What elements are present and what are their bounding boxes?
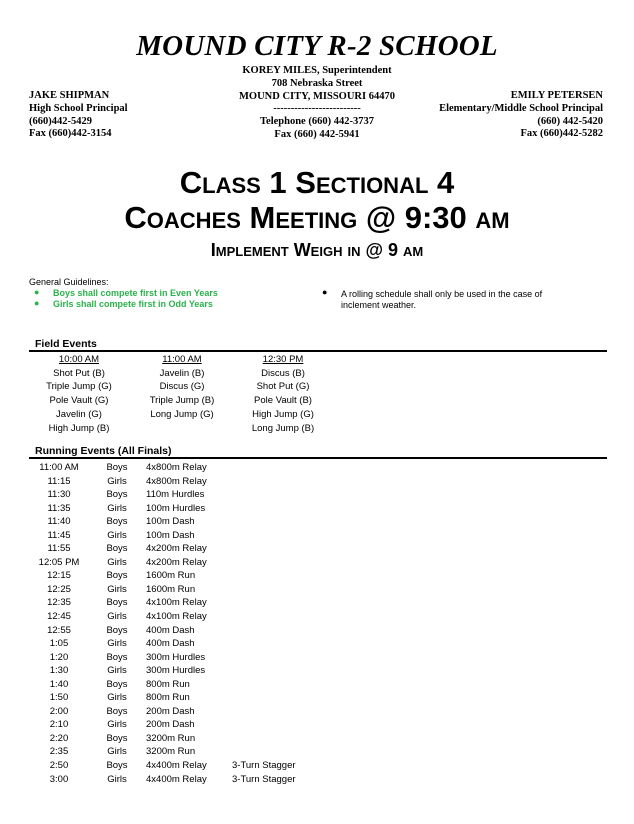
general-guidelines: [29, 277, 109, 288]
event-time: 2:50: [49, 760, 69, 772]
event-name: 4x800m Relay: [146, 475, 207, 487]
event-name: 300m Hurdles: [146, 665, 206, 677]
section-divider: [29, 457, 607, 459]
field-event: Long Jump (G): [150, 408, 214, 420]
event-name: 4x200m Relay: [146, 543, 207, 555]
field-event: High Jump (B): [48, 422, 110, 434]
event-name: 800m Run: [146, 678, 190, 690]
running-events-heading: Running Events (All Finals): [35, 445, 172, 457]
event-time: 11:40: [47, 516, 71, 528]
divider-line: -------------------------: [273, 103, 361, 115]
event-gender: Girls: [107, 529, 127, 541]
event-name: 200m Dash: [146, 705, 195, 717]
bullet-icon: ●: [322, 287, 328, 297]
event-note: 3-Turn Stagger: [232, 773, 296, 785]
event-time: 2:35: [49, 746, 69, 758]
event-time: 1:50: [49, 692, 69, 704]
field-column-1230: [240, 353, 326, 435]
telephone-line: Telephone (660) 442-3737: [260, 116, 374, 128]
event-name: 3200m Run: [146, 732, 196, 744]
event-name: 100m Dash: [146, 529, 195, 541]
event-gender: Girls: [107, 692, 127, 704]
letterhead-left: [29, 90, 128, 141]
event-gender: Boys: [106, 732, 128, 744]
event-gender: Girls: [107, 773, 127, 785]
event-gender: Girls: [107, 638, 127, 650]
event-name: 1600m Run: [146, 583, 196, 595]
event-gender: Boys: [106, 489, 128, 501]
event-name: 200m Dash: [146, 719, 195, 731]
event-gender: Girls: [107, 611, 127, 623]
event-time: 11:55: [47, 543, 71, 555]
field-column-1000: [36, 353, 122, 435]
guidelines-heading: General Guidelines:: [29, 277, 109, 287]
event-time: 1:05: [49, 638, 69, 650]
field-event: Shot Put (G): [256, 381, 310, 393]
event-time: 12:45: [47, 611, 71, 623]
letterhead-center: [190, 65, 444, 142]
field-event: Discus (G): [159, 381, 205, 393]
elem-principal-fax: Fax (660)442-5282: [520, 128, 603, 140]
guideline-rolling-schedule: A rolling schedule shall only be used in the case of inclement weather.: [341, 289, 543, 310]
hs-principal-name: JAKE SHIPMAN: [29, 90, 110, 101]
event-gender: Boys: [106, 705, 128, 717]
event-time: 11:30: [47, 489, 71, 501]
event-time: 11:45: [47, 529, 71, 541]
event-gender: Girls: [107, 502, 127, 514]
event-name: 400m Dash: [146, 638, 195, 650]
field-event: Javelin (G): [56, 408, 102, 420]
field-event: Triple Jump (G): [46, 381, 112, 393]
field-column-time: 12:30 PM: [262, 354, 304, 365]
event-gender: Girls: [107, 556, 127, 568]
field-event: Shot Put (B): [53, 367, 105, 379]
event-gender: Girls: [107, 583, 127, 595]
event-name: 4x100m Relay: [146, 611, 207, 623]
city-line: MOUND CITY, MISSOURI 64470: [239, 90, 395, 102]
event-time: 12:15: [47, 570, 71, 582]
superintendent-line: KOREY MILES, Superintendent: [242, 65, 392, 76]
elem-principal-title: Elementary/Middle School Principal: [439, 102, 603, 114]
event-time: 12:55: [47, 624, 71, 636]
letterhead-right: [439, 90, 603, 141]
event-time: 3:00: [49, 773, 69, 785]
implement-weigh-title: Implement Weigh in @ 9 am: [210, 240, 424, 260]
hs-principal-title: High School Principal: [29, 102, 128, 114]
event-name: 800m Run: [146, 692, 190, 704]
event-name: 4x400m Relay: [146, 760, 207, 772]
elem-principal-name: EMILY PETERSEN: [510, 90, 603, 101]
field-event: Pole Vault (B): [254, 395, 312, 407]
event-name: 4x200m Relay: [146, 556, 207, 568]
event-name: 4x400m Relay: [146, 773, 207, 785]
hs-principal-fax: Fax (660)442-3154: [29, 128, 112, 140]
field-event: Discus (B): [261, 367, 305, 379]
event-name: 110m Hurdles: [146, 489, 205, 501]
event-name: 100m Dash: [146, 516, 195, 528]
bullet-icon: ●: [34, 287, 40, 297]
event-note: 3-Turn Stagger: [232, 760, 296, 772]
field-column-time: 10:00 AM: [58, 354, 100, 365]
event-time: 12:35: [47, 597, 71, 609]
event-name: 100m Hurdles: [146, 502, 206, 514]
event-time: 12:05 PM: [38, 556, 80, 568]
event-gender: Boys: [106, 760, 128, 772]
event-gender: Boys: [106, 624, 128, 636]
event-name: 4x100m Relay: [146, 597, 207, 609]
street-line: 708 Nebraska Street: [271, 77, 363, 89]
field-column-time: 11:00 AM: [162, 354, 202, 365]
event-gender: Girls: [107, 746, 127, 758]
guideline-odd-years: Girls shall compete first in Odd Years: [53, 299, 213, 309]
event-time: 2:10: [49, 719, 69, 731]
guideline-even-years: Boys shall compete first in Even Years: [53, 288, 218, 298]
event-time: 12:25: [47, 583, 71, 595]
event-name: 4x800m Relay: [146, 462, 207, 473]
event-gender: Boys: [106, 516, 128, 528]
event-gender: Boys: [106, 462, 128, 473]
event-name: 3200m Run: [146, 746, 196, 758]
field-events-heading: Field Events: [35, 338, 97, 350]
event-time: 11:35: [47, 502, 71, 514]
event-name: 400m Dash: [146, 624, 195, 636]
event-time: 1:40: [49, 678, 69, 690]
field-event: Long Jump (B): [251, 422, 315, 434]
field-column-1100: [139, 353, 225, 422]
section-divider: [29, 350, 607, 352]
fax-line: Fax (660) 442-5941: [274, 128, 360, 140]
event-time: 1:30: [49, 665, 69, 677]
event-gender: Boys: [106, 678, 128, 690]
event-gender: Boys: [106, 597, 128, 609]
event-gender: Boys: [106, 651, 128, 663]
field-event: Triple Jump (B): [149, 395, 215, 407]
field-event: High Jump (G): [252, 408, 314, 420]
event-gender: Boys: [106, 543, 128, 555]
field-event: Pole Vault (G): [49, 395, 109, 407]
event-name: 300m Hurdles: [146, 651, 206, 663]
field-event: Javelin (B): [159, 367, 205, 379]
bullet-icon: ●: [34, 298, 40, 308]
sectional-title: Class 1 Sectional 4: [179, 165, 455, 200]
school-name: MOUND CITY R-2 SCHOOL: [136, 30, 498, 62]
coaches-meeting-title: Coaches Meeting @ 9:30 am: [124, 200, 510, 235]
elem-principal-phone: (660) 442-5420: [537, 115, 603, 127]
event-name: 1600m Run: [146, 570, 196, 582]
event-gender: Girls: [107, 719, 127, 731]
event-gender: Girls: [107, 665, 127, 677]
event-gender: Girls: [107, 475, 127, 487]
event-time: 2:00: [49, 705, 69, 717]
hs-principal-phone: (660)442-5429: [29, 115, 92, 127]
event-time: 2:20: [49, 732, 69, 744]
event-time: 11:00 AM: [39, 462, 79, 473]
event-time: 11:15: [47, 475, 71, 487]
event-time: 1:20: [49, 651, 69, 663]
event-gender: Boys: [106, 570, 128, 582]
